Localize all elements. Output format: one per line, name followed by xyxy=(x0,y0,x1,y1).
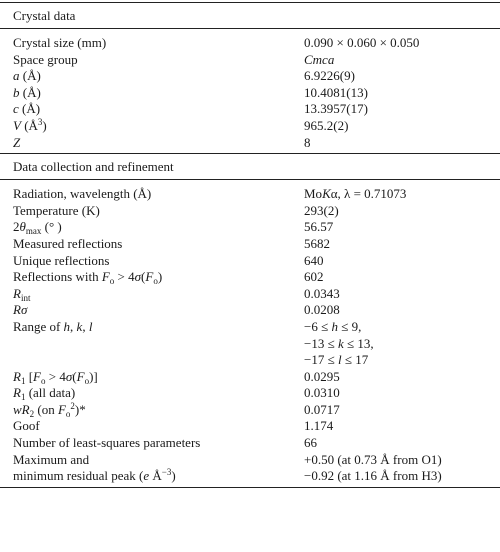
table-row xyxy=(0,452,500,469)
row-value: 293(2) xyxy=(304,202,339,218)
row-value: 6.9226(9) xyxy=(304,68,355,84)
table-row xyxy=(0,302,500,319)
row-label: Reflections with $F_o > 4\sigma(F_o)$ xyxy=(13,269,163,287)
row-label: Unique reflections xyxy=(13,252,110,268)
row-value: 10.4081(13) xyxy=(304,84,368,100)
row-value: MoKα, λ = 0.71073 xyxy=(304,186,407,202)
section-heading-data-collection: Data collection and refinement xyxy=(13,159,174,175)
table-row xyxy=(0,269,500,286)
table-row xyxy=(0,319,500,336)
row-value: 8 xyxy=(304,134,311,150)
row-label: Radiation, wavelength (Å) xyxy=(13,186,152,202)
row-value: 1.174 xyxy=(304,418,334,434)
row-label: Range of h, k, l xyxy=(13,318,93,334)
row-label: Z xyxy=(13,134,21,150)
row-label: Measured reflections xyxy=(13,235,123,251)
section-heading-crystal-data: Crystal data xyxy=(13,8,76,23)
crystal-data-rows xyxy=(0,29,500,153)
row-label: Crystal size (mm) xyxy=(13,35,107,50)
table-row xyxy=(0,468,500,485)
crystal-data-table xyxy=(0,2,500,488)
table-row xyxy=(0,369,500,386)
row-label: Number of least-squares parameters xyxy=(13,435,201,451)
row-value: 640 xyxy=(304,252,324,268)
refinement-rows xyxy=(0,180,500,487)
table-row xyxy=(0,68,500,85)
row-label: Rσ xyxy=(13,302,28,318)
row-label: b (Å) xyxy=(13,84,41,100)
table-row xyxy=(0,336,500,353)
row-value: 0.0208 xyxy=(304,302,340,318)
table-row xyxy=(0,402,500,419)
row-value: 0.0295 xyxy=(304,368,340,384)
row-label: V $(Å^3)$ xyxy=(13,116,47,133)
row-value: 5682 xyxy=(304,235,330,251)
row-value: −6 ≤ h ≤ 9, xyxy=(304,318,362,334)
row-label: Maximum and xyxy=(13,451,90,467)
table-row xyxy=(0,101,500,118)
row-label: a (Å) xyxy=(13,68,41,84)
table-row xyxy=(0,286,500,303)
table-row xyxy=(0,85,500,102)
table-row xyxy=(0,253,500,270)
row-label: $2\theta_{max}$ (° ) xyxy=(13,219,62,237)
table-row xyxy=(0,219,500,236)
row-label: $R_{int}$ xyxy=(13,285,31,303)
row-label: minimum residual peak (e $Å^{-3}$) xyxy=(13,467,176,484)
row-value: 66 xyxy=(304,435,317,451)
row-value: −17 ≤ l ≤ 17 xyxy=(304,352,369,368)
row-value: 13.3957(17) xyxy=(304,101,368,117)
row-label xyxy=(0,352,304,369)
row-label: $R_1$ $[F_o > 4\sigma(F_o)]$ xyxy=(13,368,98,386)
table-bottom-rule xyxy=(0,487,500,488)
row-value xyxy=(304,52,500,69)
row-value: +0.50 (at 0.73 Å from O1) xyxy=(304,451,442,467)
row-value: 965.2(2) xyxy=(304,117,349,133)
row-label: Goof xyxy=(13,418,40,434)
row-label xyxy=(0,336,304,353)
table-row xyxy=(0,236,500,253)
row-label: $R_1$ (all data) xyxy=(13,385,76,403)
table-row xyxy=(0,35,500,52)
row-label: $wR_2$ (on $F_o^2)*$ xyxy=(13,400,86,419)
row-label: Space group xyxy=(13,51,78,67)
row-value: 0.0343 xyxy=(304,285,340,301)
table-row xyxy=(0,435,500,452)
row-value: −0.92 (at 1.16 Å from H3) xyxy=(304,468,442,484)
row-value: −13 ≤ k ≤ 13, xyxy=(304,335,374,351)
row-value: 602 xyxy=(304,269,324,285)
table-row xyxy=(0,52,500,69)
row-label: Temperature (K) xyxy=(13,202,100,218)
table-row xyxy=(0,118,500,135)
row-value: 56.57 xyxy=(304,219,334,235)
table-row xyxy=(0,418,500,435)
row-value: 0.090 × 0.060 × 0.050 xyxy=(304,35,420,50)
row-value: 0.0310 xyxy=(304,385,340,401)
table-row xyxy=(0,203,500,220)
table-row xyxy=(0,186,500,203)
row-label: c (Å) xyxy=(13,101,41,117)
table-row xyxy=(0,385,500,402)
space-group-value: Cmca xyxy=(304,51,335,67)
row-value: 0.0717 xyxy=(304,401,340,417)
table-row xyxy=(0,352,500,369)
table-row xyxy=(0,135,500,152)
